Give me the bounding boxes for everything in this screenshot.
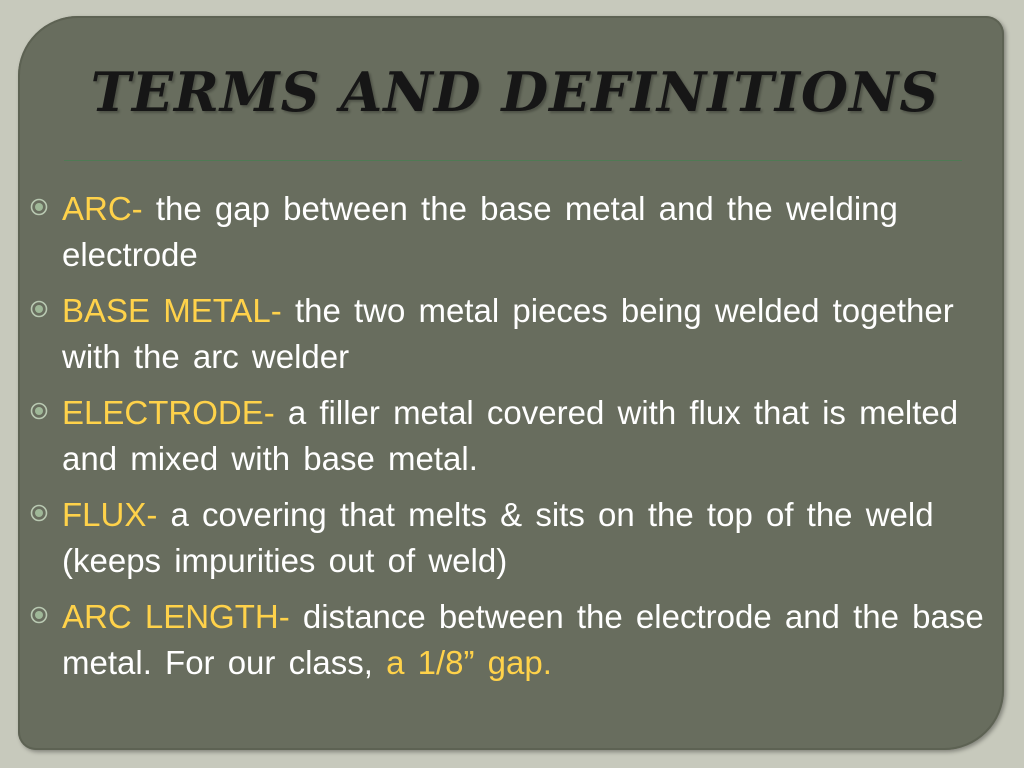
term-label: ARC- <box>62 190 143 227</box>
list-item <box>30 492 990 584</box>
circle-target-icon <box>30 198 48 216</box>
slide-title: TERMS AND DEFINITIONS <box>90 60 940 124</box>
circle-target-icon <box>30 504 48 522</box>
definition-text: a filler metal covered with flux that is melted and mixed with base metal. <box>62 394 959 477</box>
term-label: ELECTRODE- <box>62 394 275 431</box>
list-item <box>30 288 990 380</box>
definition-text: the gap between the base metal and the welding electrode <box>62 190 898 273</box>
list-item <box>30 390 990 482</box>
circle-target-icon <box>30 606 48 624</box>
definition-text: the two metal pieces being welded together with the arc welder <box>62 292 954 375</box>
title-divider <box>64 160 962 161</box>
list-item <box>30 186 990 278</box>
definition-text: distance between the electrode and the base metal. For our class, <box>62 598 984 681</box>
term-label: ARC LENGTH- <box>62 598 290 635</box>
definitions-list <box>30 186 990 696</box>
circle-target-icon <box>30 402 48 420</box>
highlighted-value: a 1/8” gap. <box>386 644 552 681</box>
circle-target-icon <box>30 300 48 318</box>
list-item <box>30 594 990 686</box>
term-label: BASE METAL- <box>62 292 282 329</box>
definition-text: a covering that melts & sits on the top of the weld (keeps impurities out of weld) <box>62 496 934 579</box>
term-label: FLUX- <box>62 496 158 533</box>
